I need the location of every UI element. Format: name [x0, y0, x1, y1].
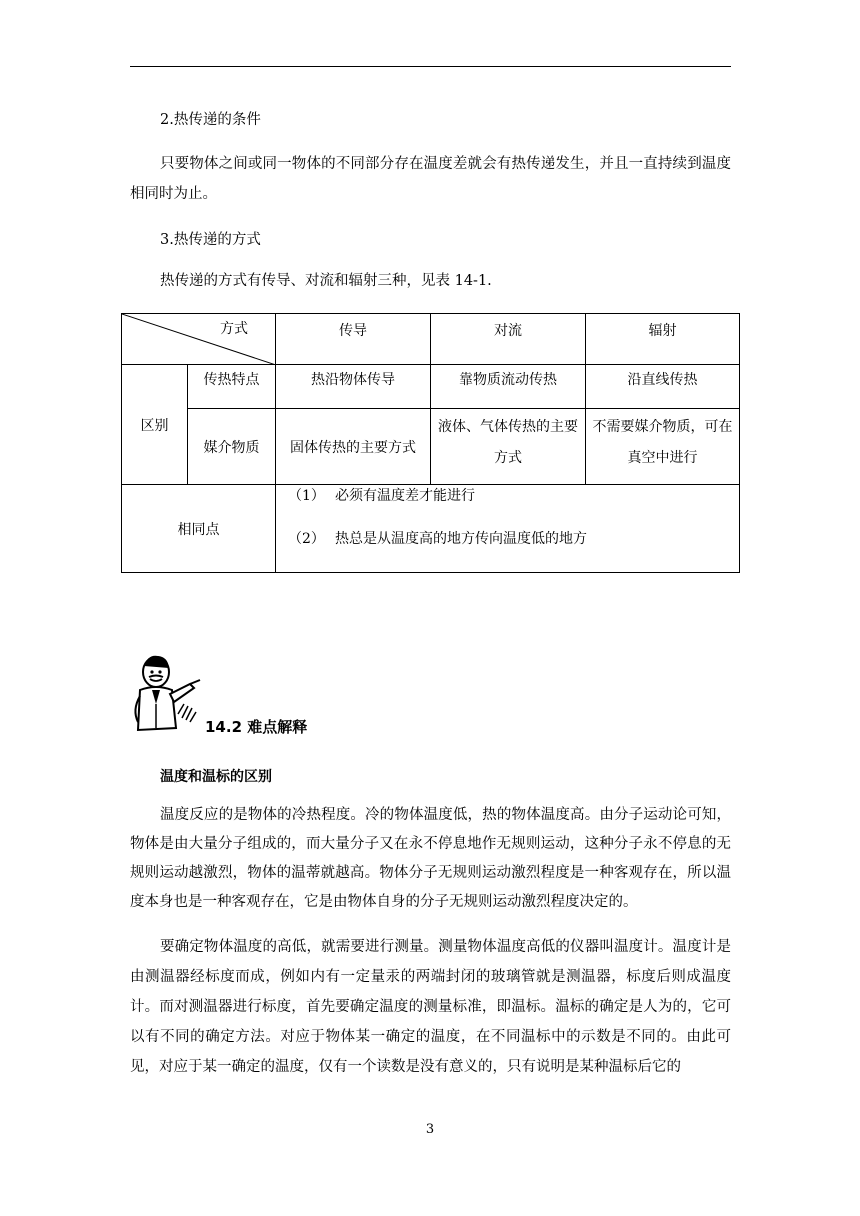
pointing-man-illustration: [128, 652, 208, 734]
same-point-1: （1） 必须有温度差才能进行: [288, 488, 475, 504]
section-title: 14.2 难点解释: [205, 718, 308, 736]
row-label-medium: 媒介物质: [188, 409, 276, 485]
table-corner-cell: [122, 314, 276, 365]
paragraph-methods: 热传递的方式有传导、对流和辐射三种，见表 14-1.: [160, 273, 492, 289]
paragraph-measurement: 要确定物体温度的高低，就需要进行测量。测量物体温度高低的仪器叫温度计。温度计是由测温器经标度而成，例如内有一定量汞的两端封闭的玻璃管就是测温器，标度后则成温度计。而对测温器进行标度，首先要确定温度的测量标准，即温标。温标的确定是人为的，它可以有不同的确定方法。对应于物体某一确定的温度，在不同温标中的示数是不同的。由此可见，对应于某一确定的温度，仅有一个读数是没有意义的，只有说明是某种温标后它的: [130, 939, 731, 1075]
corner-label: 方式: [220, 321, 248, 337]
paragraph-temperature: 温度反应的是物体的冷热程度。冷的物体温度低，热的物体温度高。由分子运动论可知，物体是由大量分子组成的，而大量分子又在永不停息地作无规则运动，这种分子永不停息的无规则运动越激烈，物体的温蒂就越高。物体分子无规则运动激烈程度是一种客观存在，所以温度本身也是一种客观存在，它是由物体自身的分子无规则运动激烈程度决定的。: [130, 807, 731, 910]
header-convection: 对流: [431, 314, 586, 365]
row-label-same: 相同点: [122, 485, 276, 573]
paragraph-conditions: 只要物体之间或同一物体的不同部分存在温度差就会有热传递发生，并且一直持续到温度相同时为止。: [130, 156, 731, 202]
cell-same-points: [276, 485, 740, 573]
heading-methods: 3.热传递的方式: [160, 232, 261, 248]
header-conduction: 传导: [276, 314, 431, 365]
cell-medium-conduction: 固体传热的主要方式: [276, 409, 431, 485]
page-number: 3: [425, 1122, 435, 1137]
same-point-2: （2） 热总是从温度高的地方传向温度低的地方: [288, 531, 587, 547]
heat-transfer-table: [121, 313, 740, 573]
diagonal-line: [122, 314, 276, 365]
heading-conditions: 2.热传递的条件: [160, 112, 261, 128]
row-group-diff: 区别: [122, 365, 188, 485]
cell-feature-radiation: 沿直线传热: [586, 365, 740, 409]
subheading-temp-scale: 温度和温标的区别: [160, 769, 272, 785]
header-rule: [130, 66, 731, 67]
cell-feature-convection: 靠物质流动传热: [431, 365, 586, 409]
cell-medium-radiation: 不需要媒介物质，可在真空中进行: [586, 409, 740, 485]
cell-medium-convection: 液体、气体传热的主要方式: [431, 409, 586, 485]
row-label-feature: 传热特点: [188, 365, 276, 409]
header-radiation: 辐射: [586, 314, 740, 365]
cell-feature-conduction: 热沿物体传导: [276, 365, 431, 409]
